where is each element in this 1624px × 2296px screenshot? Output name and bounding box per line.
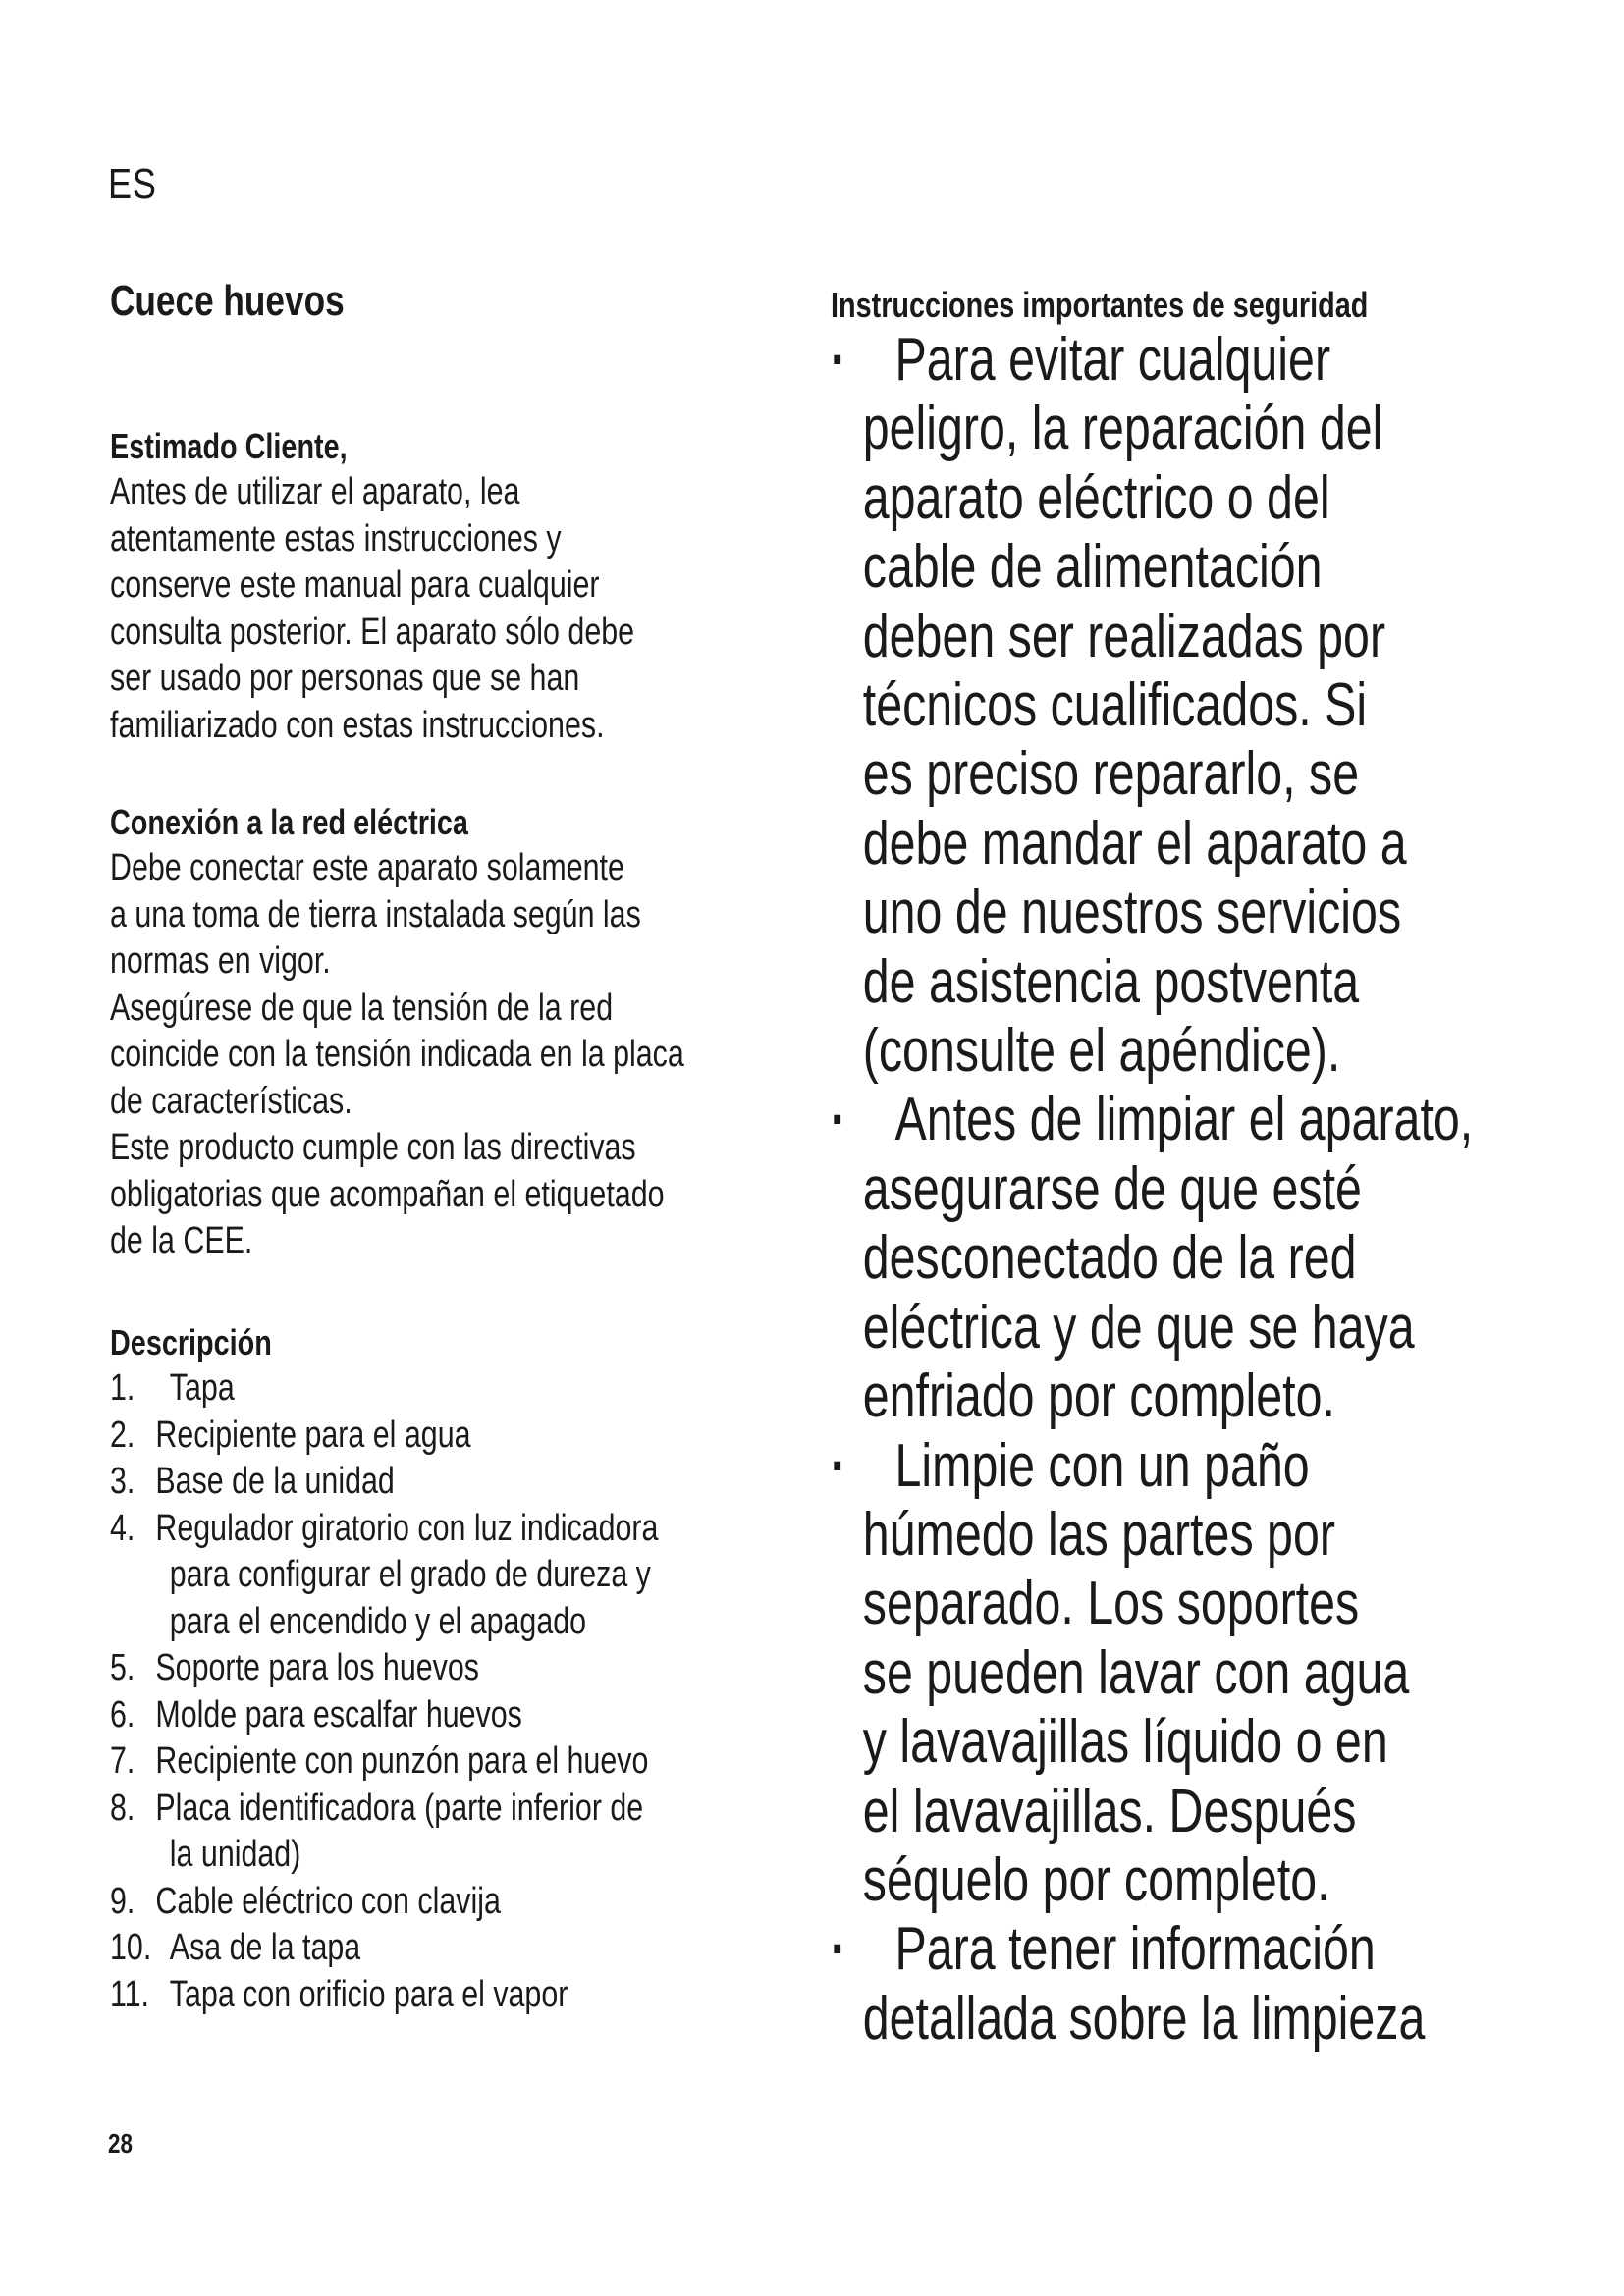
list-item-continuation: para configurar el grado de dureza y — [169, 1554, 651, 1595]
connection-line: normas en vigor. — [110, 940, 331, 982]
connection-line: de características. — [110, 1080, 352, 1122]
safety-bullet-line: · Limpie con un paño — [831, 1431, 1310, 1500]
safety-bullet-line: el lavavajillas. Después — [862, 1777, 1357, 1845]
safety-bullet-line: y lavavajillas líquido o en — [862, 1708, 1388, 1777]
greeting-section — [110, 424, 817, 749]
safety-bullet-line: deben ser realizadas por — [862, 602, 1386, 670]
list-item: 9. Cable eléctrico con clavija — [110, 1880, 501, 1922]
greeting-line: familiarizado con estas instrucciones. — [110, 704, 605, 746]
list-item: 6. Molde para escalfar huevos — [110, 1693, 522, 1735]
connection-line: Asegúrese de que la tensión de la red — [110, 987, 614, 1029]
list-item-continuation: la unidad) — [169, 1834, 301, 1875]
greeting-line: Antes de utilizar el aparato, lea — [110, 471, 520, 512]
safety-bullet-line: · Para tener información — [831, 1915, 1376, 1984]
connection-heading: Conexión a la red eléctrica — [110, 802, 468, 842]
safety-bullet-line: · Antes de limpiar el aparato, — [831, 1086, 1474, 1154]
greeting-heading: Estimado Cliente, — [110, 426, 348, 466]
greeting-line: ser usado por personas que se han — [110, 658, 580, 699]
safety-bullet-line: eléctrica y de que se haya — [862, 1293, 1415, 1362]
safety-bullet-line: se pueden lavar con agua — [862, 1638, 1410, 1707]
connection-line: Debe conectar este aparato solamente — [110, 847, 624, 888]
safety-bullet-line: húmedo las partes por — [862, 1500, 1335, 1569]
list-item: 10. Asa de la tapa — [110, 1927, 361, 1968]
list-item: 4. Regulador giratorio con luz indicadora — [110, 1507, 659, 1549]
bullet-icon: · — [831, 1086, 847, 1154]
list-item: 11. Tapa con orificio para el vapor — [110, 1973, 568, 2015]
bullet-icon: · — [831, 1915, 847, 1984]
parts-list — [110, 1365, 817, 2018]
greeting-line: conserve este manual para cualquier — [110, 564, 600, 606]
safety-bullet-line: separado. Los soportes — [862, 1570, 1360, 1638]
safety-bullet-line: séquelo por completo. — [862, 1845, 1330, 1914]
safety-bullet-line: uno de nuestros servicios — [862, 879, 1402, 947]
list-item: 2. Recipiente para el agua — [110, 1414, 471, 1456]
list-item: 3. Base de la unidad — [110, 1461, 395, 1502]
description-section — [110, 1320, 817, 2018]
safety-bullet-line: cable de alimentación — [862, 533, 1323, 602]
list-item-continuation: para el encendido y el apagado — [169, 1600, 587, 1642]
safety-bullet-line: debe mandar el aparato a — [862, 809, 1407, 878]
safety-bullet-line: enfriado por completo. — [862, 1362, 1335, 1431]
greeting-line: consulta posterior. El aparato sólo debe — [110, 611, 635, 653]
safety-heading: Instrucciones importantes de seguridad — [831, 285, 1369, 325]
safety-bullet-line: aparato eléctrico o del — [862, 463, 1330, 532]
connection-section — [110, 800, 817, 1265]
safety-instructions — [831, 326, 1520, 2054]
greeting-line: atentamente estas instrucciones y — [110, 517, 562, 560]
connection-line: a una toma de tierra instalada según las — [110, 893, 641, 935]
connection-line: de la CEE. — [110, 1220, 253, 1261]
list-item: 8. Placa identificadora (parte inferior de — [110, 1787, 644, 1829]
list-item: 1. Tapa — [110, 1367, 235, 1409]
connection-line: coincide con la tensión indicada en la placa — [110, 1034, 684, 1075]
page-title: Cuece huevos — [110, 277, 345, 325]
bullet-icon: · — [831, 1431, 847, 1500]
language-code: ES — [108, 160, 157, 208]
connection-line: obligatorias que acompañan el etiquetado — [110, 1173, 665, 1215]
connection-line: Este producto cumple con las directivas — [110, 1127, 636, 1168]
list-item: 7. Recipiente con punzón para el huevo — [110, 1740, 649, 1782]
safety-bullet-line: técnicos cualificados. Si — [862, 671, 1368, 740]
safety-bullet-line: · Para evitar cualquier — [831, 326, 1331, 394]
safety-bullet-line: es preciso repararlo, se — [862, 740, 1360, 809]
bullet-icon: · — [831, 326, 847, 394]
safety-bullet-line: (consulte el apéndice). — [862, 1017, 1341, 1086]
description-heading: Descripción — [110, 1322, 272, 1362]
safety-bullet-line: asegurarse de que esté — [862, 1154, 1362, 1223]
safety-bullet-line: detallada sobre la limpieza — [862, 1984, 1426, 2053]
page-number: 28 — [108, 2128, 133, 2159]
safety-bullet-line: de asistencia postventa — [862, 947, 1360, 1016]
safety-bullet-line: peligro, la reparación del — [862, 395, 1383, 463]
list-item: 5. Soporte para los huevos — [110, 1647, 479, 1688]
safety-bullet-line: desconectado de la red — [862, 1224, 1357, 1293]
